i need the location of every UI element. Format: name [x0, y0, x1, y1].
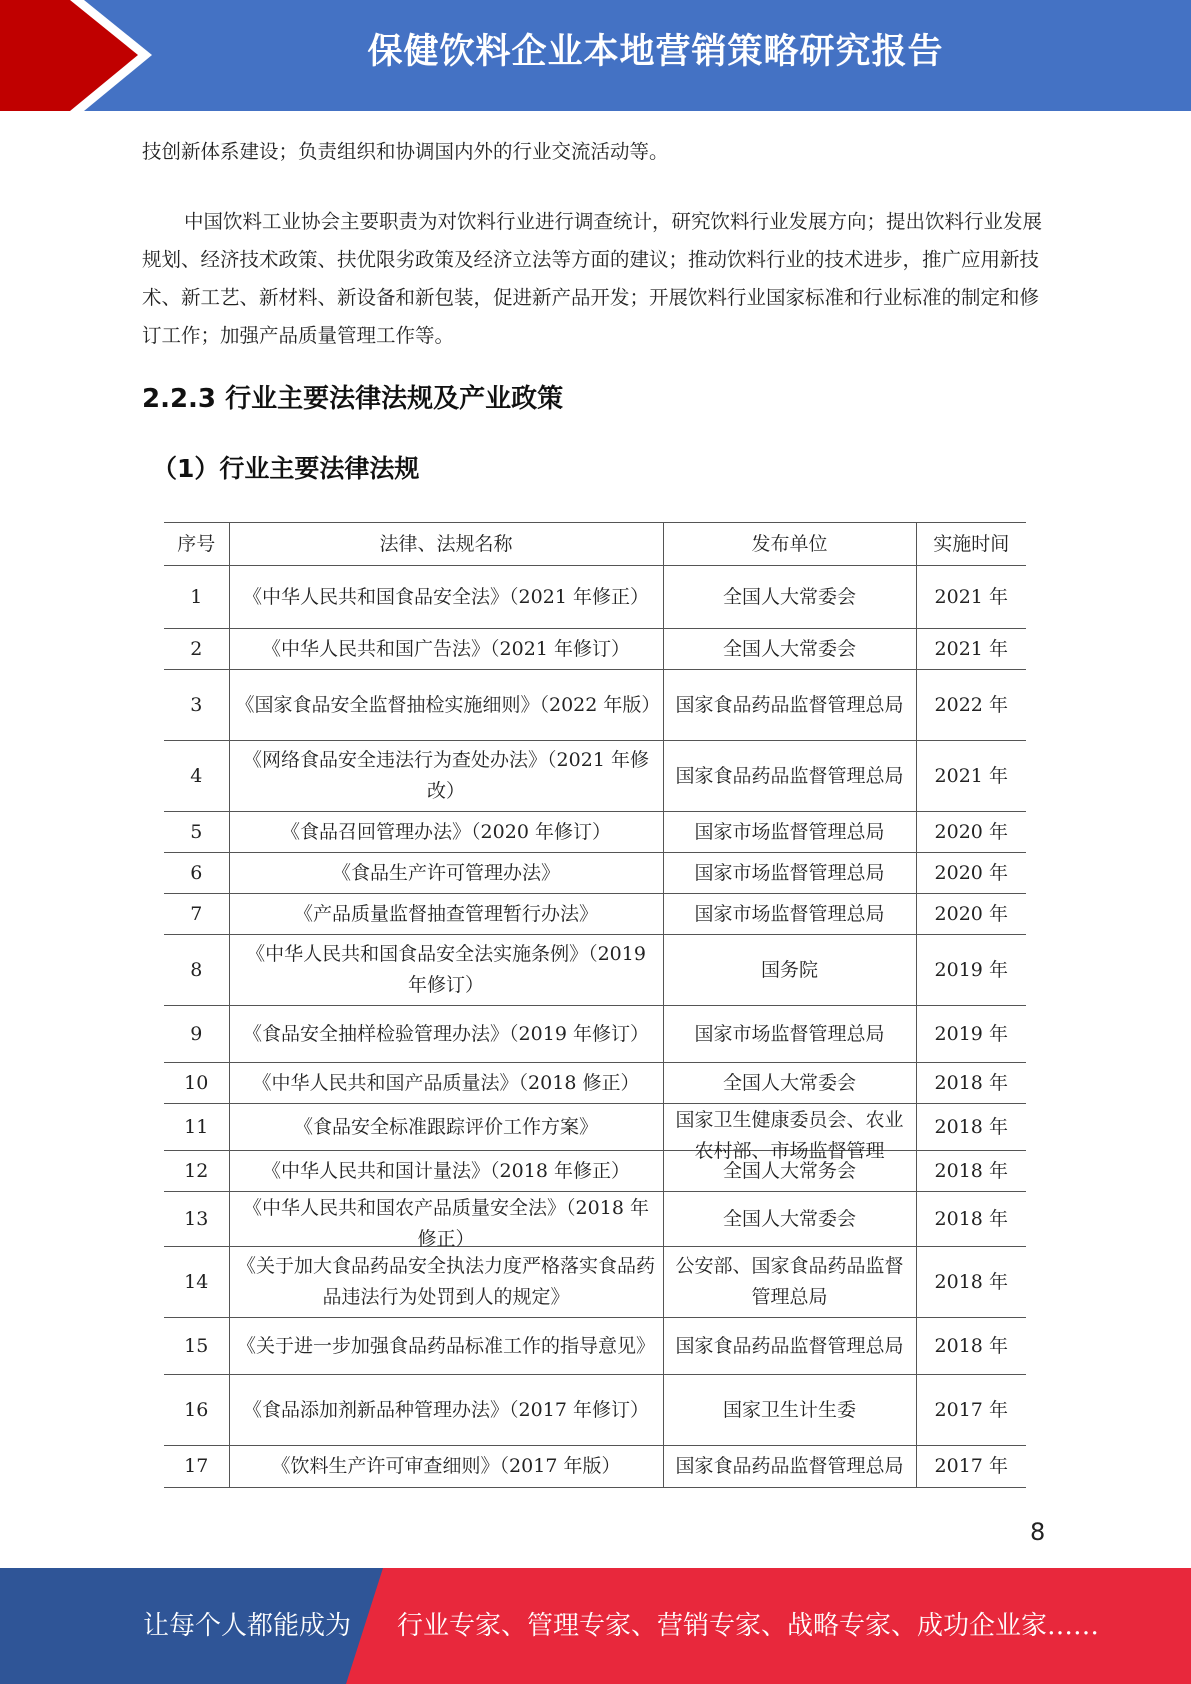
laws-table: [164, 522, 1026, 1488]
cell-issuer: [663, 935, 916, 1006]
cell-no-text: 4: [190, 764, 203, 787]
cell-issuer-text: 公安部、国家食品药品监督管理总局: [675, 1255, 904, 1308]
cell-date-text: 2021 年: [934, 637, 1008, 660]
cell-issuer-text: 国家食品药品监督管理总局: [675, 1455, 904, 1477]
cell-issuer: [663, 1104, 916, 1162]
table-row: [164, 894, 1026, 935]
cell-no: [164, 629, 229, 670]
table-row: [164, 1375, 1026, 1446]
cell-no: [164, 566, 229, 629]
cell-no: [164, 1375, 229, 1446]
cell-law-name-text: 《国家食品安全监督抽检实施细则》（2022 年版）: [235, 693, 661, 716]
header-issuer: 发布单位: [663, 523, 916, 566]
cell-issuer: [663, 1375, 916, 1446]
cell-issuer-text: 国家市场监督管理总局: [694, 1022, 885, 1045]
cell-law-name-text: 《食品生产许可管理办法》: [331, 861, 560, 884]
cell-date-text: 2020 年: [934, 820, 1008, 843]
cell-issuer: [663, 1192, 916, 1247]
cell-law-name: [229, 1446, 663, 1488]
table-row: [164, 629, 1026, 670]
section-heading: 2.2.3 行业主要法律法规及产业政策: [142, 384, 564, 414]
table-row: [164, 1104, 1026, 1151]
cell-date: [916, 812, 1026, 853]
cell-date: [916, 670, 1026, 741]
cell-issuer-text: 国家市场监督管理总局: [694, 820, 885, 843]
cell-date-text: 2022 年: [934, 693, 1008, 716]
cell-issuer-text: 国家市场监督管理总局: [694, 902, 885, 925]
cell-date-text: 2019 年: [934, 1022, 1008, 1045]
cell-no-text: 8: [190, 958, 203, 981]
cell-date-text: 2018 年: [934, 1159, 1008, 1182]
table-header-row: [164, 523, 1026, 566]
paragraph-association-duties: 中国饮料工业协会主要职责为对饮料行业进行调查统计，研究饮料行业发展方向；提出饮料行业发展规划、经济技术政策、扶优限劣政策及经济立法等方面的建议；推动饮料行业的技术进步，推广应用新技术、新工艺、新材料、新设备和新包装，促进新产品开发；开展饮料行业国家标准和行业标准的制定和修订工作；加强产品质量管理工作等。: [142, 210, 1043, 347]
cell-no: [164, 1192, 229, 1247]
cell-law-name: [229, 1006, 663, 1063]
cell-law-name-text: 《中华人民共和国农产品质量安全法》（2018 年修正）: [243, 1196, 649, 1250]
page-number: 8: [1030, 1518, 1046, 1546]
cell-no-text: 7: [190, 902, 203, 925]
table-row: [164, 1192, 1026, 1247]
page-header: [0, 0, 1191, 111]
cell-issuer-text: 全国人大常委会: [722, 1071, 856, 1094]
laws-table-container: [164, 522, 1026, 1486]
cell-law-name-text: 《关于进一步加强食品药品标准工作的指导意见》: [236, 1334, 655, 1357]
cell-date: [916, 1006, 1026, 1063]
cell-date: [916, 1192, 1026, 1247]
cell-issuer: [663, 741, 916, 812]
cell-date: [916, 1318, 1026, 1375]
cell-law-name: [229, 894, 663, 935]
table-row: [164, 1318, 1026, 1375]
cell-no-text: 12: [184, 1159, 209, 1182]
cell-date-text: 2018 年: [934, 1115, 1008, 1138]
cell-no: [164, 1446, 229, 1488]
cell-no: [164, 1151, 229, 1192]
table-row: [164, 1063, 1026, 1104]
cell-law-name: [229, 566, 663, 629]
table-row: [164, 670, 1026, 741]
cell-no-text: 2: [190, 637, 203, 660]
report-title: 保健饮料企业本地营销策略研究报告: [367, 32, 944, 72]
header-no: 序号: [164, 523, 229, 566]
cell-no: [164, 1063, 229, 1104]
cell-issuer: [663, 1247, 916, 1318]
cell-date-text: 2019 年: [934, 958, 1008, 981]
paragraph-continued: 技创新体系建设；负责组织和协调国内外的行业交流活动等。: [142, 140, 669, 163]
cell-law-name-text: 《产品质量监督抽查管理暂行办法》: [293, 902, 598, 925]
cell-law-name-text: 《食品召回管理办法》（2020 年修订）: [281, 820, 611, 843]
cell-no: [164, 1104, 229, 1151]
table-row: [164, 935, 1026, 1006]
cell-date-text: 2017 年: [934, 1398, 1008, 1421]
cell-date: [916, 1104, 1026, 1151]
cell-law-name-text: 《中华人民共和国食品安全法实施条例》（2019 年修订）: [246, 943, 646, 996]
cell-law-name: [229, 935, 663, 1006]
cell-issuer: [663, 566, 916, 629]
cell-no: [164, 1006, 229, 1063]
cell-no-text: 9: [190, 1022, 203, 1045]
cell-date: [916, 1446, 1026, 1488]
cell-issuer-text: 国家市场监督管理总局: [694, 861, 885, 884]
cell-law-name-text: 《食品安全标准跟踪评价工作方案》: [293, 1115, 598, 1138]
cell-law-name: [229, 741, 663, 812]
cell-law-name: [229, 1375, 663, 1446]
cell-no-text: 14: [184, 1270, 209, 1293]
table-row: [164, 566, 1026, 629]
cell-no-text: 5: [190, 820, 203, 843]
cell-law-name: [229, 853, 663, 894]
cell-law-name: [229, 1151, 663, 1192]
cell-date: [916, 894, 1026, 935]
cell-issuer: [663, 853, 916, 894]
cell-issuer: [663, 1446, 916, 1488]
footer-slogan-left: 让每个人都能成为: [143, 1611, 352, 1641]
cell-no-text: 6: [190, 861, 203, 884]
cell-issuer: [663, 894, 916, 935]
table-row: [164, 1151, 1026, 1192]
cell-law-name-text: 《中华人民共和国产品质量法》（2018 修正）: [252, 1071, 640, 1094]
cell-law-name-text: 《饮料生产许可审查细则》（2017 年版）: [271, 1455, 621, 1477]
cell-issuer: [663, 1006, 916, 1063]
header-date: 实施时间: [916, 523, 1026, 566]
cell-law-name: [229, 670, 663, 741]
cell-issuer-text: 国务院: [760, 958, 818, 981]
cell-no-text: 11: [184, 1115, 209, 1138]
cell-no-text: 13: [184, 1207, 209, 1230]
cell-issuer-text: 国家食品药品监督管理总局: [675, 764, 904, 787]
cell-no: [164, 670, 229, 741]
cell-no: [164, 894, 229, 935]
cell-issuer-text: 国家食品药品监督管理总局: [675, 1334, 904, 1357]
cell-date: [916, 566, 1026, 629]
cell-date: [916, 741, 1026, 812]
cell-law-name: [229, 1247, 663, 1318]
cell-issuer-text: 全国人大常委会: [722, 585, 856, 608]
cell-date-text: 2020 年: [934, 861, 1008, 884]
cell-date-text: 2021 年: [934, 585, 1008, 608]
cell-date: [916, 629, 1026, 670]
cell-issuer-text: 全国人大常务会: [722, 1159, 856, 1182]
cell-date: [916, 935, 1026, 1006]
page-footer: [0, 1568, 1191, 1684]
cell-issuer: [663, 670, 916, 741]
cell-no: [164, 1318, 229, 1375]
cell-date: [916, 853, 1026, 894]
cell-no-text: 1: [190, 585, 203, 608]
cell-no: [164, 1247, 229, 1318]
cell-law-name-text: 《食品安全抽样检验管理办法》（2019 年修订）: [243, 1022, 649, 1045]
cell-date: [916, 1375, 1026, 1446]
cell-no: [164, 935, 229, 1006]
cell-law-name-text: 《中华人民共和国计量法》（2018 年修正）: [262, 1159, 630, 1182]
cell-law-name: [229, 629, 663, 670]
cell-issuer: [663, 1063, 916, 1104]
cell-law-name-text: 《食品添加剂新品种管理办法》（2017 年修订）: [243, 1398, 649, 1421]
cell-issuer-text: 国家卫生健康委员会、农业农村部、市场监督管理: [675, 1108, 904, 1162]
cell-date: [916, 1247, 1026, 1318]
cell-issuer-text: 国家食品药品监督管理总局: [675, 693, 904, 716]
cell-law-name: [229, 812, 663, 853]
cell-law-name-text: 《关于加大食品药品安全执法力度严格落实食品药品违法行为处罚到人的规定》: [236, 1255, 655, 1308]
cell-date-text: 2018 年: [934, 1207, 1008, 1230]
cell-law-name: [229, 1063, 663, 1104]
cell-issuer: [663, 629, 916, 670]
table-row: [164, 741, 1026, 812]
cell-no-text: 10: [184, 1071, 209, 1094]
table-row: [164, 853, 1026, 894]
cell-date-text: 2021 年: [934, 764, 1008, 787]
cell-issuer-text: 全国人大常委会: [722, 1207, 856, 1230]
cell-law-name-text: 《网络食品安全违法行为查处办法》（2021 年修改）: [243, 749, 649, 802]
cell-law-name-text: 《中华人民共和国广告法》（2021 年修订）: [262, 637, 630, 660]
cell-date-text: 2018 年: [934, 1270, 1008, 1293]
cell-law-name: [229, 1318, 663, 1375]
cell-date: [916, 1151, 1026, 1192]
cell-no-text: 3: [190, 693, 203, 716]
table-row: [164, 1247, 1026, 1318]
cell-issuer-text: 国家卫生计生委: [722, 1398, 856, 1421]
cell-no: [164, 812, 229, 853]
cell-no: [164, 853, 229, 894]
footer-slogan-right: 行业专家、管理专家、营销专家、战略专家、成功企业家……: [397, 1611, 1100, 1641]
cell-no-text: 15: [184, 1334, 209, 1357]
table-row: [164, 1006, 1026, 1063]
cell-date-text: 2017 年: [934, 1455, 1008, 1477]
cell-date: [916, 1063, 1026, 1104]
cell-law-name-text: 《中华人民共和国食品安全法》（2021 年修正）: [243, 585, 649, 608]
header-name: 法律、法规名称: [229, 523, 663, 566]
subsection-heading: （1）行业主要法律法规: [152, 454, 420, 483]
cell-issuer: [663, 1318, 916, 1375]
table-row: [164, 1446, 1026, 1488]
cell-no-text: 16: [184, 1398, 209, 1421]
cell-law-name: [229, 1192, 663, 1250]
table-row: [164, 812, 1026, 853]
cell-date-text: 2020 年: [934, 902, 1008, 925]
cell-date-text: 2018 年: [934, 1334, 1008, 1357]
cell-no: [164, 741, 229, 812]
cell-date-text: 2018 年: [934, 1071, 1008, 1094]
cell-issuer-text: 全国人大常委会: [722, 637, 856, 660]
cell-issuer: [663, 812, 916, 853]
cell-law-name: [229, 1104, 663, 1151]
cell-no-text: 17: [184, 1455, 209, 1477]
